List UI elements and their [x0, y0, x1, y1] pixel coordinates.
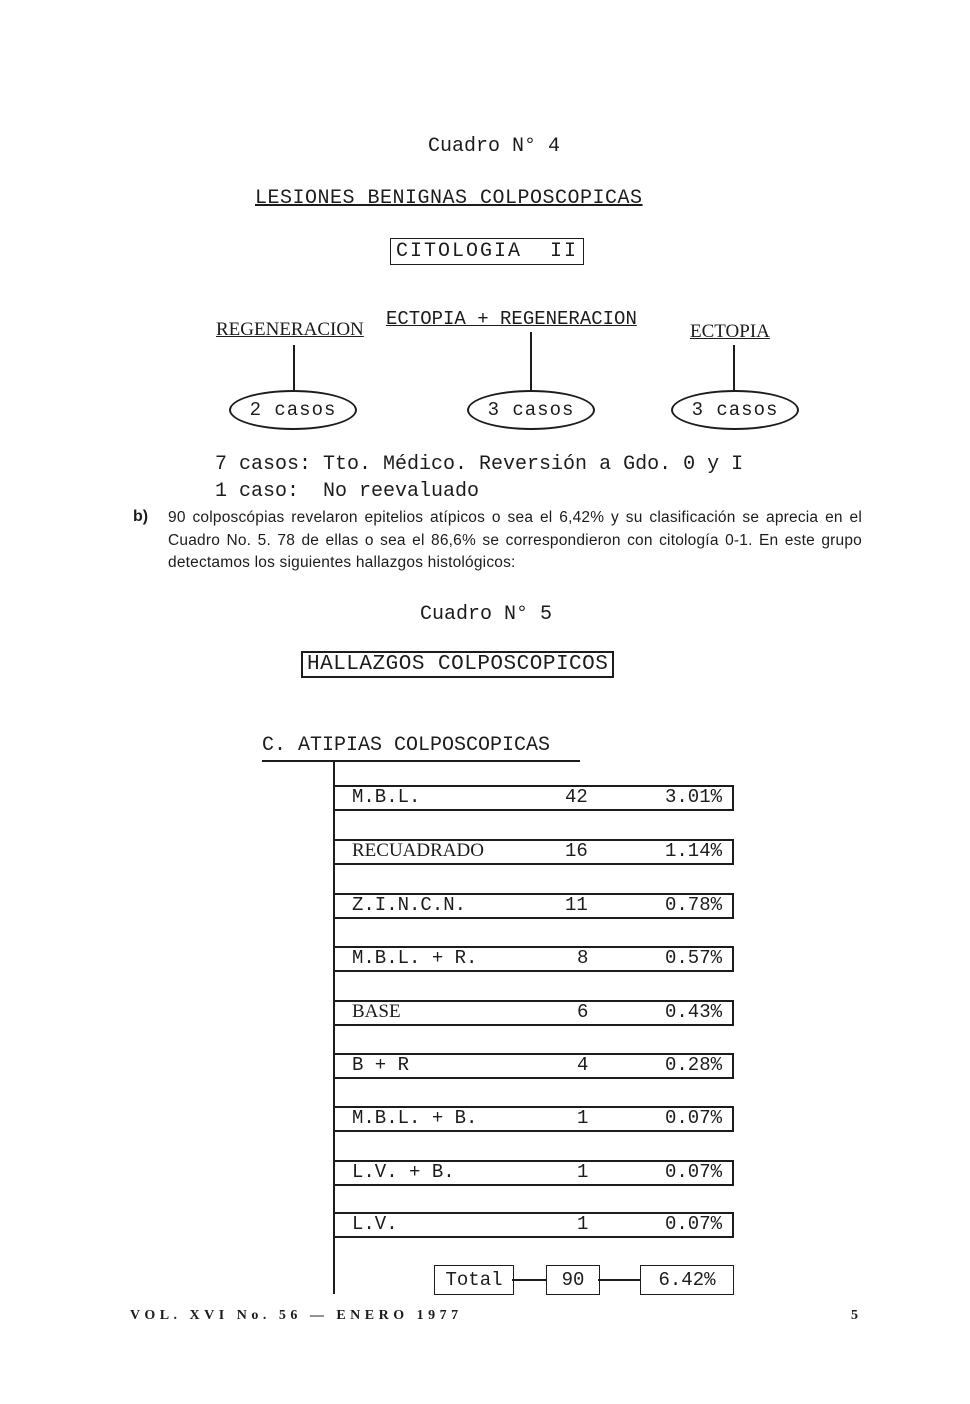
branch-connector-1 — [293, 345, 295, 391]
total-label-box: Total — [434, 1265, 514, 1295]
row-percent: 0.57% — [664, 947, 722, 969]
cuadro-4-title: Cuadro N° 4 — [428, 135, 561, 158]
total-count-box: 90 — [546, 1265, 600, 1295]
result-line-2: 1 caso: No reevaluado — [215, 480, 480, 503]
cases-oval-ectopia: 3 casos — [671, 390, 799, 430]
total-connector — [598, 1279, 640, 1281]
result-line-1: 7 casos: Tto. Médico. Reversión a Gdo. 0 y I — [215, 453, 744, 476]
row-count: 1 — [577, 1107, 589, 1129]
citologia-box: CITOLOGIA II — [390, 238, 584, 265]
row-count: 4 — [577, 1054, 589, 1076]
table-row — [335, 1106, 734, 1134]
row-label: B + R — [352, 1054, 410, 1076]
row-count: 1 — [577, 1213, 589, 1235]
row-percent: 1.14% — [664, 840, 722, 862]
row-label: L.V. — [352, 1213, 398, 1235]
row-label: M.B.L. + R. — [352, 947, 478, 969]
table-row — [335, 946, 734, 974]
branch-connector-3 — [733, 345, 735, 391]
cuadro-5-title: Cuadro N° 5 — [420, 603, 553, 626]
row-count: 16 — [565, 840, 588, 862]
row-count: 6 — [577, 1001, 589, 1023]
table-row — [335, 1000, 734, 1028]
table-row — [335, 785, 734, 813]
row-percent: 0.07% — [664, 1213, 722, 1235]
row-percent: 0.43% — [664, 1001, 722, 1023]
row-count: 11 — [565, 894, 588, 916]
section-underline — [262, 760, 580, 762]
cases-oval-ectopia-regeneracion: 3 casos — [467, 390, 595, 430]
branch-label-regeneracion: REGENERACION — [216, 319, 364, 340]
row-percent: 0.78% — [664, 894, 722, 916]
table-row — [335, 1160, 734, 1188]
row-percent: 0.28% — [664, 1054, 722, 1076]
branch-label-ectopia-regeneracion: ECTOPIA + REGENERACION — [386, 308, 637, 330]
row-count: 1 — [577, 1161, 589, 1183]
row-percent: 0.07% — [664, 1161, 722, 1183]
body-paragraph: 90 colposcópias revelaron epitelios atípicos o sea el 6,42% y su clasificación se aprecia en el Cuadro No. 5. 78 de ellas o sea el 86,6% se correspondieron con citología 0-1. En este grupo detectamos los siguientes hallazgos histológicos: — [168, 509, 862, 571]
footer-volume: VOL. XVI No. 56 — ENERO 1977 — [130, 1308, 463, 1323]
cases-oval-regeneracion: 2 casos — [229, 390, 357, 430]
row-label: BASE — [352, 1001, 401, 1022]
table-row — [335, 839, 734, 867]
paragraph-marker: b) — [133, 508, 149, 525]
total-connector — [512, 1279, 546, 1281]
page-number: 5 — [851, 1308, 858, 1323]
row-percent: 3.01% — [664, 786, 722, 808]
branch-label-ectopia: ECTOPIA — [690, 321, 770, 342]
row-label: Z.I.N.C.N. — [352, 894, 467, 916]
row-label: M.B.L. — [352, 786, 421, 808]
row-count: 8 — [577, 947, 589, 969]
branch-connector-2 — [530, 332, 532, 391]
table-row — [335, 893, 734, 921]
row-count: 42 — [565, 786, 588, 808]
table-row — [335, 1212, 734, 1240]
table-row — [335, 1053, 734, 1081]
cuadro-4-subtitle: LESIONES BENIGNAS COLPOSCOPICAS — [255, 187, 643, 210]
total-percent-box: 6.42% — [640, 1265, 734, 1295]
row-label: L.V. + B. — [352, 1161, 455, 1183]
section-title: C. ATIPIAS COLPOSCOPICAS — [262, 734, 551, 757]
row-percent: 0.07% — [664, 1107, 722, 1129]
row-label: M.B.L. + B. — [352, 1107, 478, 1129]
row-label: RECUADRADO — [352, 840, 484, 861]
hallazgos-box: HALLAZGOS COLPOSCOPICOS — [301, 651, 614, 678]
